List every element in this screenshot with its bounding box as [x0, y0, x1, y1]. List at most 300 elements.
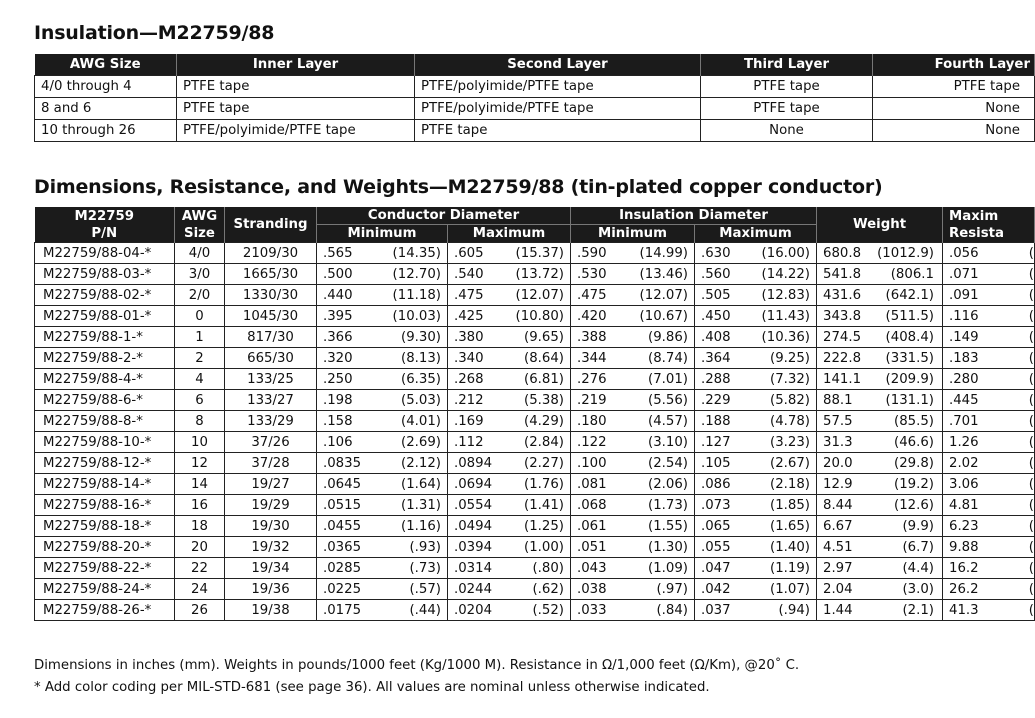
cell-weight: [817, 411, 943, 432]
cell-insulation-min-value: .051: [577, 539, 607, 555]
cell-resistance: [943, 558, 1035, 579]
cell-insulation-min-metric: (14.99): [639, 245, 688, 261]
cell-conductor-max-value: .380: [454, 329, 484, 345]
cell-insulation-max-value: .055: [701, 539, 731, 555]
cell-insulation-max: [695, 558, 817, 579]
cell-insulation-min-metric: (9.86): [648, 329, 688, 345]
cell-weight-value: 343.8: [823, 308, 862, 324]
cell-insulation-max: [695, 537, 817, 558]
cell-conductor-min-metric: (.93): [409, 539, 441, 555]
awg-header-line1: AWG: [181, 208, 218, 224]
cell-resistance: [943, 264, 1035, 285]
cell-stranding: 817/30: [225, 327, 317, 348]
cell-weight-metric: (3.0): [902, 581, 934, 597]
cell-part-number: M22759/88-6-*: [35, 390, 175, 411]
cell-resistance-metric: (: [1028, 287, 1034, 303]
table-row: [35, 327, 1035, 348]
cell-part-number: M22759/88-8-*: [35, 411, 175, 432]
cell-awg: 0: [175, 306, 225, 327]
cell-stranding: 37/28: [225, 453, 317, 474]
cell-insulation-min-metric: (.84): [656, 602, 688, 618]
cell-resistance-value: 6.23: [949, 518, 979, 534]
cell-insulation-max-metric: (10.36): [761, 329, 810, 345]
cell-insulation-min-metric: (10.67): [639, 308, 688, 324]
cell-weight: [817, 537, 943, 558]
cell-insulation-min-value: .122: [577, 434, 607, 450]
col-inner-layer: Inner Layer: [177, 54, 415, 76]
datasheet-page: [34, 0, 1034, 718]
cell-awg: 12: [175, 453, 225, 474]
cell-conductor-min-metric: (5.03): [401, 392, 441, 408]
cell-weight: [817, 453, 943, 474]
cell-weight-value: 20.0: [823, 455, 853, 471]
cell-conductor-max-value: .340: [454, 350, 484, 366]
cell-conductor-min: [317, 537, 448, 558]
cell-weight-value: 680.8: [823, 245, 862, 261]
cell-weight-metric: (9.9): [902, 518, 934, 534]
cell-weight-metric: (331.5): [885, 350, 934, 366]
cell-insulation-max-value: .047: [701, 560, 731, 576]
col-weight: Weight: [817, 207, 943, 243]
cell-resistance-metric: (: [1028, 266, 1034, 282]
cell-insulation-min-value: .276: [577, 371, 607, 387]
table-row: [35, 411, 1035, 432]
cell-awg: 4: [175, 369, 225, 390]
cell-conductor-min-metric: (6.35): [401, 371, 441, 387]
cell-part-number: M22759/88-03-*: [35, 264, 175, 285]
cell-stranding: 133/27: [225, 390, 317, 411]
cell-resistance: [943, 390, 1035, 411]
insulation-row: [35, 76, 1035, 98]
cell-conductor-min-metric: (1.31): [401, 497, 441, 513]
cell-insulation-max-value: .188: [701, 413, 731, 429]
cell-insulation-min: [571, 264, 695, 285]
cell-conductor-min-metric: (9.30): [401, 329, 441, 345]
cell-resistance-value: 2.02: [949, 455, 979, 471]
cell-weight-metric: (1012.9): [877, 245, 934, 261]
cell-conductor-max: [448, 327, 571, 348]
cell-insulation-max-metric: (7.32): [770, 371, 810, 387]
cell-awg-size: 10 through 26: [35, 120, 177, 142]
cell-resistance: [943, 432, 1035, 453]
cell-resistance-value: .445: [949, 392, 979, 408]
table-row: [35, 285, 1035, 306]
cell-part-number: M22759/88-1-*: [35, 327, 175, 348]
cell-weight-metric: (85.5): [894, 413, 934, 429]
col-third-layer: Third Layer: [701, 54, 873, 76]
cell-insulation-max: [695, 495, 817, 516]
cell-fourth-layer: PTFE tape: [873, 76, 1035, 98]
table-row: [35, 537, 1035, 558]
cell-conductor-min-value: .0365: [323, 539, 362, 555]
cell-resistance-value: .091: [949, 287, 979, 303]
cell-resistance-value: 1.26: [949, 434, 979, 450]
cell-conductor-min: [317, 327, 448, 348]
cell-resistance: [943, 474, 1035, 495]
cell-insulation-max-value: .229: [701, 392, 731, 408]
cell-conductor-max: [448, 264, 571, 285]
cell-conductor-max-value: .540: [454, 266, 484, 282]
insulation-row: [35, 98, 1035, 120]
insulation-header-row: [35, 54, 1035, 76]
cell-resistance: [943, 579, 1035, 600]
cell-weight: [817, 264, 943, 285]
cell-insulation-min-metric: (1.09): [648, 560, 688, 576]
cell-insulation-min-value: .388: [577, 329, 607, 345]
table-row: [35, 432, 1035, 453]
cell-conductor-max: [448, 390, 571, 411]
cell-resistance: [943, 495, 1035, 516]
cell-insulation-min-metric: (3.10): [648, 434, 688, 450]
cell-conductor-max: [448, 474, 571, 495]
cell-resistance-value: 9.88: [949, 539, 979, 555]
cell-weight-value: 57.5: [823, 413, 853, 429]
cell-conductor-max-metric: (9.65): [524, 329, 564, 345]
cell-stranding: 2109/30: [225, 243, 317, 264]
cell-insulation-min-value: .590: [577, 245, 607, 261]
cell-resistance-value: .183: [949, 350, 979, 366]
col-insulation-min: Minimum: [571, 225, 695, 243]
col-insulation-diameter: Insulation Diameter: [571, 207, 817, 225]
cell-conductor-min-metric: (11.18): [392, 287, 441, 303]
cell-part-number: M22759/88-2-*: [35, 348, 175, 369]
cell-part-number: M22759/88-22-*: [35, 558, 175, 579]
table-row: [35, 495, 1035, 516]
cell-resistance: [943, 453, 1035, 474]
cell-weight: [817, 243, 943, 264]
cell-stranding: 1045/30: [225, 306, 317, 327]
table-row: [35, 516, 1035, 537]
cell-resistance: [943, 327, 1035, 348]
cell-resistance-value: 3.06: [949, 476, 979, 492]
cell-insulation-min: [571, 537, 695, 558]
cell-insulation-max-value: .065: [701, 518, 731, 534]
cell-insulation-min-value: .475: [577, 287, 607, 303]
cell-insulation-max-metric: (1.40): [770, 539, 810, 555]
cell-inner-layer: PTFE tape: [177, 98, 415, 120]
cell-weight-value: 88.1: [823, 392, 853, 408]
cell-conductor-min-value: .500: [323, 266, 353, 282]
cell-conductor-min-value: .0455: [323, 518, 362, 534]
cell-weight-metric: (408.4): [885, 329, 934, 345]
cell-weight-value: 274.5: [823, 329, 862, 345]
cell-insulation-min: [571, 495, 695, 516]
cell-weight-metric: (46.6): [894, 434, 934, 450]
cell-resistance-value: .116: [949, 308, 979, 324]
cell-awg-size: 4/0 through 4: [35, 76, 177, 98]
cell-weight: [817, 348, 943, 369]
cell-inner-layer: PTFE/polyimide/PTFE tape: [177, 120, 415, 142]
cell-conductor-min: [317, 558, 448, 579]
cell-resistance-metric: (: [1028, 245, 1034, 261]
cell-insulation-min-value: .420: [577, 308, 607, 324]
cell-insulation-max-value: .408: [701, 329, 731, 345]
cell-insulation-min-value: .033: [577, 602, 607, 618]
cell-conductor-min: [317, 264, 448, 285]
cell-conductor-min-value: .440: [323, 287, 353, 303]
insulation-title: Insulation—M22759/88: [34, 22, 275, 44]
cell-insulation-min: [571, 411, 695, 432]
cell-weight: [817, 306, 943, 327]
cell-conductor-max-metric: (.62): [532, 581, 564, 597]
cell-conductor-max-value: .268: [454, 371, 484, 387]
cell-weight-metric: (2.1): [902, 602, 934, 618]
cell-resistance: [943, 600, 1035, 621]
cell-insulation-max-value: .042: [701, 581, 731, 597]
cell-resistance-value: .701: [949, 413, 979, 429]
cell-insulation-max: [695, 243, 817, 264]
cell-conductor-min-metric: (2.12): [401, 455, 441, 471]
cell-conductor-max-value: .0554: [454, 497, 493, 513]
cell-weight-metric: (209.9): [885, 371, 934, 387]
cell-insulation-min-metric: (1.73): [648, 497, 688, 513]
cell-insulation-max-metric: (5.82): [770, 392, 810, 408]
units-note: Dimensions in inches (mm). Weights in pounds/1000 feet (Kg/1000 M). Resistance in Ω/1,000 feet (Ω/Km), @20˚ C.: [34, 658, 800, 673]
cell-resistance: [943, 285, 1035, 306]
cell-conductor-min: [317, 495, 448, 516]
cell-stranding: 19/27: [225, 474, 317, 495]
cell-conductor-max-value: .605: [454, 245, 484, 261]
cell-insulation-max-value: .073: [701, 497, 731, 513]
cell-insulation-max-metric: (1.19): [770, 560, 810, 576]
cell-insulation-min-metric: (1.55): [648, 518, 688, 534]
cell-insulation-min-value: .219: [577, 392, 607, 408]
cell-part-number: M22759/88-01-*: [35, 306, 175, 327]
resistance-header-line2: Resista: [949, 225, 1004, 241]
cell-conductor-min: [317, 579, 448, 600]
cell-stranding: 1665/30: [225, 264, 317, 285]
cell-resistance: [943, 306, 1035, 327]
cell-conductor-max: [448, 411, 571, 432]
cell-conductor-max-metric: (12.07): [515, 287, 564, 303]
cell-weight-metric: (19.2): [894, 476, 934, 492]
cell-resistance-metric: (: [1028, 413, 1034, 429]
cell-conductor-min-metric: (2.69): [401, 434, 441, 450]
cell-insulation-min-metric: (1.30): [648, 539, 688, 555]
cell-insulation-min-metric: (13.46): [639, 266, 688, 282]
cell-insulation-max-metric: (3.23): [770, 434, 810, 450]
cell-conductor-max-value: .0394: [454, 539, 493, 555]
cell-weight: [817, 474, 943, 495]
cell-insulation-min: [571, 306, 695, 327]
cell-conductor-min: [317, 369, 448, 390]
cell-insulation-min: [571, 348, 695, 369]
cell-weight-metric: (806.1: [890, 266, 934, 282]
cell-conductor-min-value: .250: [323, 371, 353, 387]
cell-resistance-value: .056: [949, 245, 979, 261]
cell-conductor-max: [448, 516, 571, 537]
cell-resistance-metric: (: [1028, 392, 1034, 408]
cell-insulation-max-metric: (2.67): [770, 455, 810, 471]
cell-awg: 10: [175, 432, 225, 453]
col-awg: [175, 207, 225, 243]
cell-weight-metric: (511.5): [885, 308, 934, 324]
cell-awg-size: 8 and 6: [35, 98, 177, 120]
cell-resistance-value: .149: [949, 329, 979, 345]
cell-insulation-max-metric: (11.43): [761, 308, 810, 324]
cell-insulation-min-metric: (2.54): [648, 455, 688, 471]
cell-conductor-min: [317, 516, 448, 537]
cell-conductor-max: [448, 600, 571, 621]
cell-awg: 26: [175, 600, 225, 621]
cell-insulation-min-metric: (.97): [656, 581, 688, 597]
cell-stranding: 19/30: [225, 516, 317, 537]
cell-resistance-value: 26.2: [949, 581, 979, 597]
col-conductor-diameter: Conductor Diameter: [317, 207, 571, 225]
cell-insulation-max-metric: (.94): [778, 602, 810, 618]
cell-resistance-metric: (: [1028, 308, 1034, 324]
cell-resistance-value: 4.81: [949, 497, 979, 513]
cell-weight-value: 141.1: [823, 371, 862, 387]
cell-resistance-metric: (: [1028, 434, 1034, 450]
cell-awg: 1: [175, 327, 225, 348]
cell-conductor-max: [448, 537, 571, 558]
cell-insulation-min-metric: (8.74): [648, 350, 688, 366]
cell-insulation-max-value: .288: [701, 371, 731, 387]
cell-conductor-max-metric: (1.00): [524, 539, 564, 555]
cell-insulation-max: [695, 516, 817, 537]
cell-insulation-min-metric: (4.57): [648, 413, 688, 429]
cell-insulation-max: [695, 327, 817, 348]
cell-conductor-max: [448, 285, 571, 306]
cell-insulation-min: [571, 243, 695, 264]
cell-conductor-min: [317, 306, 448, 327]
cell-weight-metric: (131.1): [885, 392, 934, 408]
cell-conductor-max-metric: (5.38): [524, 392, 564, 408]
cell-weight-metric: (29.8): [894, 455, 934, 471]
cell-third-layer: None: [701, 120, 873, 142]
cell-insulation-max-metric: (12.83): [761, 287, 810, 303]
cell-stranding: 665/30: [225, 348, 317, 369]
dimensions-header-row-1: [35, 207, 1035, 225]
table-row: [35, 369, 1035, 390]
table-row: [35, 453, 1035, 474]
cell-insulation-max: [695, 474, 817, 495]
cell-stranding: 19/34: [225, 558, 317, 579]
cell-insulation-max: [695, 600, 817, 621]
cell-conductor-max: [448, 432, 571, 453]
cell-weight: [817, 327, 943, 348]
cell-resistance-metric: (: [1028, 560, 1034, 576]
cell-insulation-max-value: .105: [701, 455, 731, 471]
cell-resistance-metric: (: [1028, 329, 1034, 345]
cell-weight-value: 222.8: [823, 350, 862, 366]
cell-conductor-max-metric: (.52): [532, 602, 564, 618]
color-coding-note: * Add color coding per MIL-STD-681 (see page 36). All values are nominal unless otherwise indicated.: [34, 680, 710, 695]
cell-second-layer: PTFE/polyimide/PTFE tape: [415, 76, 701, 98]
table-row: [35, 600, 1035, 621]
cell-conductor-min: [317, 348, 448, 369]
cell-stranding: 133/29: [225, 411, 317, 432]
cell-insulation-min-value: .180: [577, 413, 607, 429]
cell-insulation-min-metric: (12.07): [639, 287, 688, 303]
cell-awg: 2: [175, 348, 225, 369]
cell-insulation-min: [571, 600, 695, 621]
cell-conductor-max: [448, 369, 571, 390]
table-row: [35, 306, 1035, 327]
col-fourth-layer: Fourth Layer: [873, 54, 1035, 76]
cell-conductor-min: [317, 600, 448, 621]
cell-conductor-max-value: .0494: [454, 518, 493, 534]
cell-insulation-max-metric: (1.85): [770, 497, 810, 513]
col-conductor-max: Maximum: [448, 225, 571, 243]
cell-insulation-max-metric: (14.22): [761, 266, 810, 282]
cell-stranding: 1330/30: [225, 285, 317, 306]
cell-conductor-max: [448, 495, 571, 516]
cell-weight-value: 541.8: [823, 266, 862, 282]
cell-conductor-max-metric: (13.72): [515, 266, 564, 282]
cell-conductor-min: [317, 285, 448, 306]
cell-weight-value: 2.04: [823, 581, 853, 597]
cell-part-number: M22759/88-02-*: [35, 285, 175, 306]
cell-conductor-min-metric: (.44): [409, 602, 441, 618]
cell-conductor-min-value: .0835: [323, 455, 362, 471]
cell-awg: 16: [175, 495, 225, 516]
cell-resistance-metric: (: [1028, 602, 1034, 618]
cell-resistance-value: 41.3: [949, 602, 979, 618]
cell-insulation-max-value: .086: [701, 476, 731, 492]
cell-insulation-max: [695, 285, 817, 306]
cell-conductor-max-value: .212: [454, 392, 484, 408]
dimensions-title: Dimensions, Resistance, and Weights—M22759/88 (tin-plated copper conductor): [34, 176, 883, 198]
cell-insulation-min-value: .344: [577, 350, 607, 366]
col-max-resistance: [943, 207, 1035, 243]
cell-resistance-metric: (: [1028, 581, 1034, 597]
cell-awg: 4/0: [175, 243, 225, 264]
cell-conductor-max-value: .112: [454, 434, 484, 450]
cell-conductor-min-value: .395: [323, 308, 353, 324]
cell-insulation-max-metric: (16.00): [761, 245, 810, 261]
cell-insulation-max: [695, 411, 817, 432]
cell-weight: [817, 516, 943, 537]
cell-part-number: M22759/88-24-*: [35, 579, 175, 600]
cell-insulation-min: [571, 453, 695, 474]
cell-part-number: M22759/88-16-*: [35, 495, 175, 516]
cell-insulation-min: [571, 285, 695, 306]
cell-conductor-min-value: .158: [323, 413, 353, 429]
table-row: [35, 474, 1035, 495]
cell-second-layer: PTFE tape: [415, 120, 701, 142]
cell-weight: [817, 579, 943, 600]
cell-conductor-min: [317, 432, 448, 453]
cell-conductor-min: [317, 474, 448, 495]
cell-resistance: [943, 348, 1035, 369]
cell-conductor-max-metric: (1.41): [524, 497, 564, 513]
cell-insulation-min-value: .038: [577, 581, 607, 597]
cell-insulation-max: [695, 264, 817, 285]
cell-weight: [817, 432, 943, 453]
cell-conductor-min: [317, 243, 448, 264]
cell-weight-metric: (12.6): [894, 497, 934, 513]
cell-insulation-max-metric: (9.25): [770, 350, 810, 366]
cell-conductor-max: [448, 243, 571, 264]
cell-stranding: 19/32: [225, 537, 317, 558]
cell-conductor-max-value: .0314: [454, 560, 493, 576]
cell-awg: 18: [175, 516, 225, 537]
cell-awg: 2/0: [175, 285, 225, 306]
cell-insulation-min: [571, 432, 695, 453]
table-row: [35, 264, 1035, 285]
cell-conductor-min-metric: (1.16): [401, 518, 441, 534]
cell-conductor-max-metric: (1.25): [524, 518, 564, 534]
cell-part-number: M22759/88-18-*: [35, 516, 175, 537]
cell-awg: 6: [175, 390, 225, 411]
cell-awg: 8: [175, 411, 225, 432]
cell-insulation-max: [695, 390, 817, 411]
cell-insulation-max-value: .560: [701, 266, 731, 282]
cell-insulation-min-value: .061: [577, 518, 607, 534]
cell-conductor-max: [448, 579, 571, 600]
